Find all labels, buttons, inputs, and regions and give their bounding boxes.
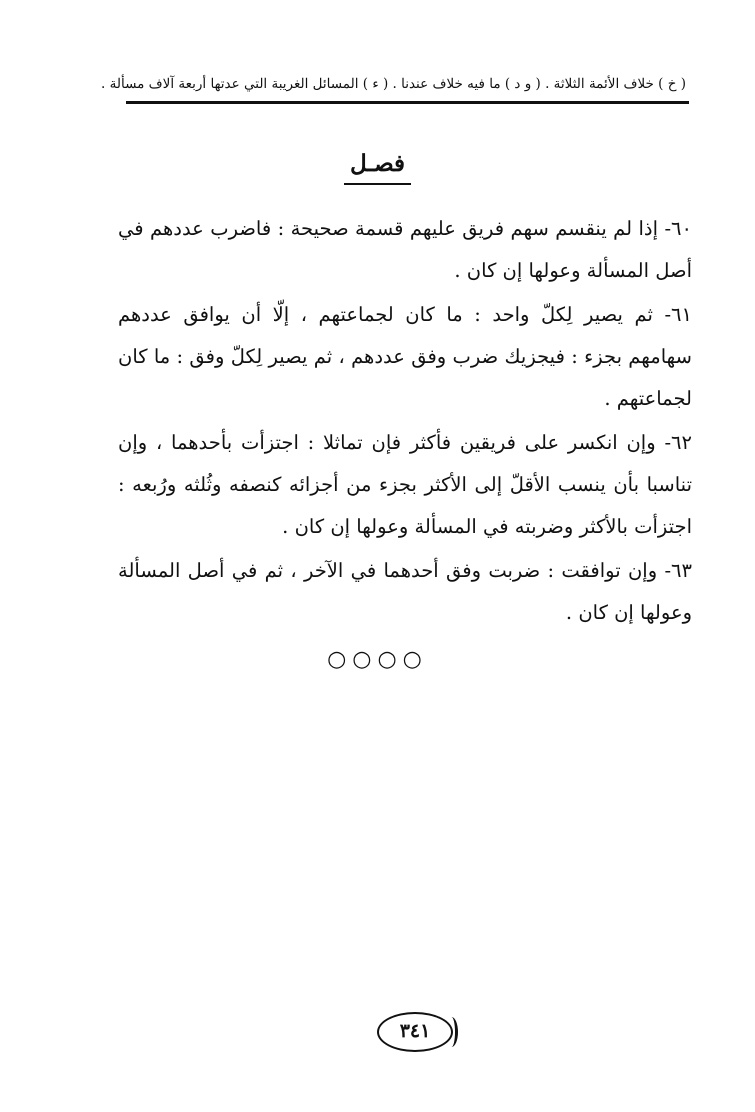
paragraph-60 — [118, 208, 692, 292]
page-number: ٣٤١ — [377, 1012, 453, 1052]
paragraph-62 — [118, 422, 692, 548]
paragraph-number: ٦٠- — [664, 217, 692, 240]
paragraph-text: ثم يصير لِكلّ واحد : ما كان لجماعتهم ، إلّا أن يوافق عددهم سهامهم بجزء : فيجزيك ضرب وفق عددهم ، ثم يصير لِكلّ وفق : ما كان لجماعتهم . — [118, 303, 692, 410]
paragraph-61 — [118, 294, 692, 420]
section-title-text: فصـل — [344, 147, 411, 185]
body-text — [118, 208, 692, 636]
paragraph-number: ٦٢- — [664, 431, 692, 454]
paragraph-63 — [118, 550, 692, 634]
running-header: ( خ ) خلاف الأئمة الثلاثة . ( و د ) ما فيه خلاف عندنا . ( ء ) المسائل الغريبة التي عدتها أربعة آلاف مسألة . — [101, 76, 686, 92]
section-end-ornament: ○○○○ — [327, 647, 428, 672]
paragraph-number: ٦١- — [664, 303, 692, 326]
header-rule — [126, 101, 689, 104]
paragraph-text: وإن انكسر على فريقين فأكثر فإن تماثلا : اجتزأت بأحدهما ، وإن تناسبا بأن ينسب الأقلّ إلى الأكثر بجزء من أجزائه كنصفه وثُلثه ورُبعه : اجتزأت بالأكثر وضربته في المسألة وعولها إن كان . — [118, 431, 692, 538]
paragraph-text: وإن توافقت : ضربت وفق أحدهما في الآخر ، ثم في أصل المسألة وعولها إن كان . — [118, 559, 692, 624]
section-title — [0, 147, 755, 185]
paragraph-text: إذا لم ينقسم سهم فريق عليهم قسمة صحيحة : فاضرب عددهم في أصل المسألة وعولها إن كان . — [118, 217, 692, 282]
paragraph-number: ٦٣- — [664, 559, 692, 582]
